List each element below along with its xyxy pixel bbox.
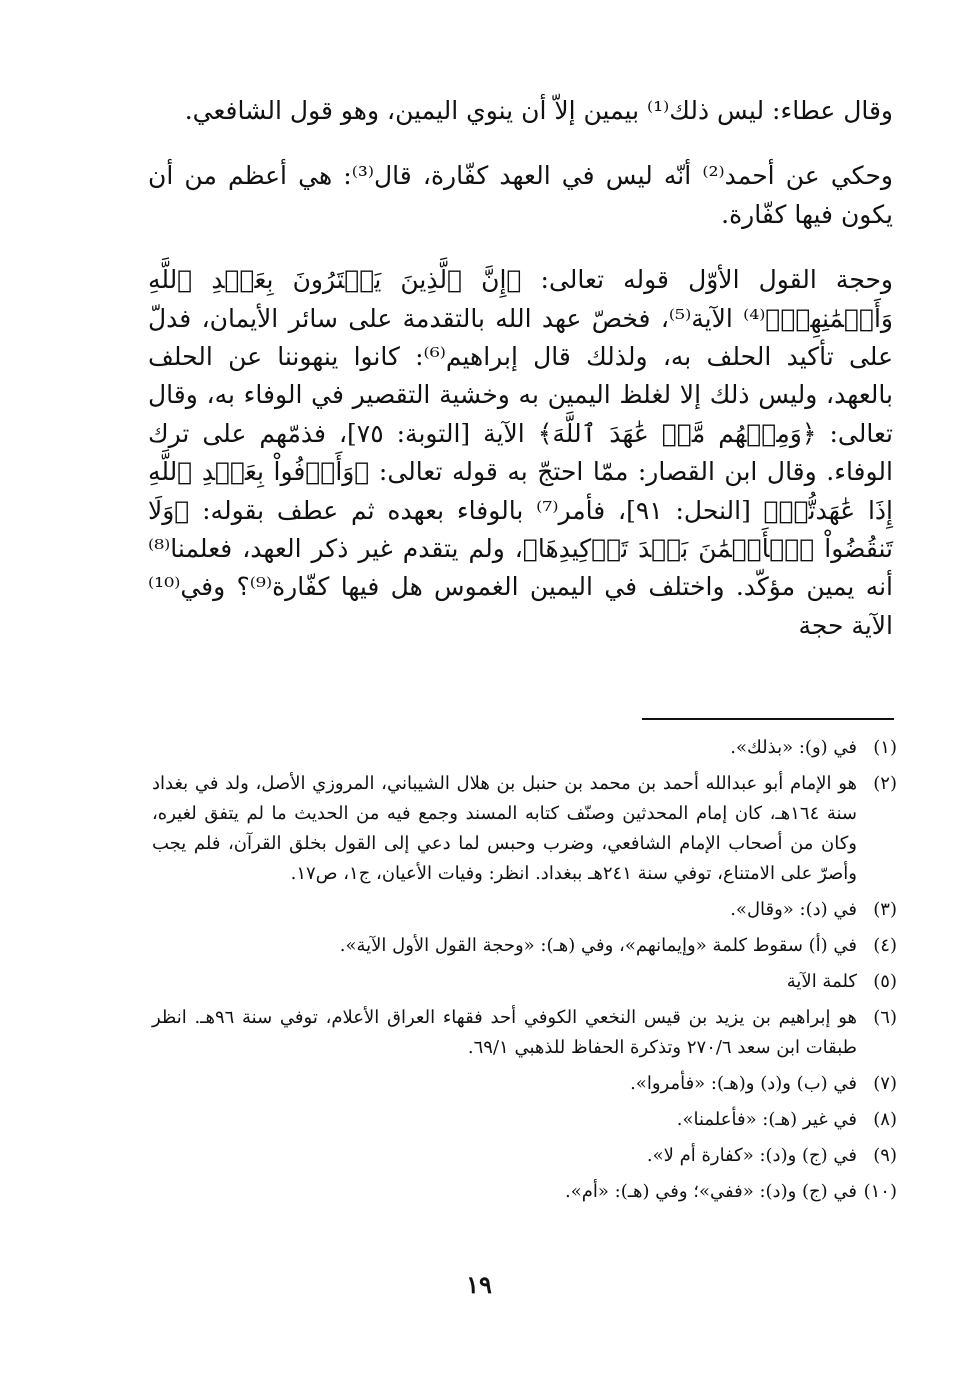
- paragraph-ahmad: وحكي عن أحمد⁽²⁾ أنّه ليس في العهد كفّارة، قال⁽³⁾: هي أعظم من أن يكون فيها كفّارة.: [148, 161, 893, 229]
- footnote-text: في (أ) سقوط كلمة «وإيمانهم»، وفي (هـ): «وحجة القول الأول الآية».: [339, 935, 857, 956]
- footnote-text: في (ج) و(د): «كفارة أم لا».: [646, 1145, 857, 1166]
- footnote-number: (٩): [873, 1145, 897, 1166]
- footnote-text: كلمة الآية: [786, 971, 857, 992]
- footnotes-list: [152, 733, 897, 1213]
- footnote-number: (٢): [873, 773, 897, 794]
- footnote-text: في (د): «وقال».: [730, 899, 857, 920]
- footnote-number: (٣): [873, 899, 897, 920]
- footnote-9: [152, 1141, 897, 1171]
- footnote-text: في (و): «بذلك».: [730, 737, 857, 758]
- footnote-text: في غير (هـ): «فأعلمنا».: [676, 1109, 857, 1130]
- footnote-number: (٦): [873, 1007, 897, 1028]
- footnote-number: (٤): [873, 935, 897, 956]
- footnote-7: [152, 1069, 897, 1099]
- footnote-1: [152, 733, 897, 763]
- footnote-number: (١): [873, 737, 897, 758]
- footnote-6: [152, 1003, 897, 1063]
- footnote-text: هو الإمام أبو عبدالله أحمد بن محمد بن حنبل بن هلال الشيباني، المروزي الأصل، ولد في بغداد سنة ١٦٤هـ، كان إمام المحدثين وصنّف كتابه المسند وجمع فيه من الحديث ما لم يتفق لغيره، وكان من أصحاب الإمام الشافعي، وضرب وحبس لما دعي إلى القول بخلق القرآن، فلم يجب وأصرّ على الامتناع، توفي سنة ٢٤١هـ ببغداد. انظر: وفيات الأعيان، ج١، ص١٧.: [152, 773, 857, 884]
- footnote-divider: [642, 718, 894, 720]
- footnote-number: (٥): [873, 971, 897, 992]
- footnote-text: هو إبراهيم بن يزيد بن قيس النخعي الكوفي أحد فقهاء العراق الأعلام، توفي سنة ٩٦هـ. انظر طبقات ابن سعد ٢٧٠/٦ وتذكرة الحفاظ للذهبي ٦٩/١.: [152, 1007, 857, 1058]
- footnote-text: في (ج) و(د): «ففي»؛ وفي (هـ): «أم».: [565, 1181, 857, 1202]
- footnote-3: [152, 895, 897, 925]
- footnote-8: [152, 1105, 897, 1135]
- footnote-text: في (ب) و(د) و(هـ): «فأمروا».: [630, 1073, 857, 1094]
- footnote-5: [152, 967, 897, 997]
- footnote-number: (٨): [873, 1109, 897, 1130]
- footnote-10: [152, 1177, 897, 1207]
- paragraph-ata: وقال عطاء: ليس ذلك⁽¹⁾ بيمين إلاّ أن ينوي اليمين، وهو قول الشافعي.: [184, 96, 893, 125]
- main-text: [148, 92, 893, 645]
- footnote-number: (٧): [873, 1073, 897, 1094]
- footnote-4: [152, 931, 897, 961]
- footnote-number: (١٠): [863, 1181, 897, 1202]
- page-number: ١٩: [466, 1270, 492, 1299]
- footnote-2: [152, 769, 897, 889]
- paragraph-first-opinion: وحجة القول الأوّل قوله تعالى: ﴿إِنَّ ٱلَّذِينَ يَشۡتَرُونَ بِعَهۡدِ ٱللَّهِ وَأَيۡمَٰنِهِمۡ﴾⁽⁴⁾ الآية⁽⁵⁾، فخصّ عهد الله بالتقدمة على سائر الأيمان، فدلّ على تأكيد الحلف به، ولذلك قال إبراهيم⁽⁶⁾: كانوا ينهوننا عن الحلف بالعهد، وليس ذلك إلا لغلظ اليمين به وخشية التقصير في الوفاء به، وقال تعالى: ﴿وَمِنۡهُم مَّنۡ عَٰهَدَ ٱللَّهَ﴾ الآية [التوبة: ٧٥]، فذمّهم على ترك الوفاء. وقال ابن القصار: ممّا احتجّ به قوله تعالى: ﴿وَأَوۡفُواْ بِعَهۡدِ ٱللَّهِ إِذَا عَٰهَدتُّمۡ﴾ [النحل: ٩١]، فأمر⁽⁷⁾ بالوفاء بعهده ثم عطف بقوله: ﴿وَلَا تَنقُضُواْ ٱلۡأَيۡمَٰنَ بَعۡدَ تَوۡكِيدِهَا﴾، ولم يتقدم غير ذكر العهد، فعلمنا⁽⁸⁾ أنه يمين مؤكّد. واختلف في اليمين الغموس هل فيها كفّارة⁽⁹⁾؟ وفي⁽¹⁰⁾ الآية حجة: [148, 265, 893, 640]
